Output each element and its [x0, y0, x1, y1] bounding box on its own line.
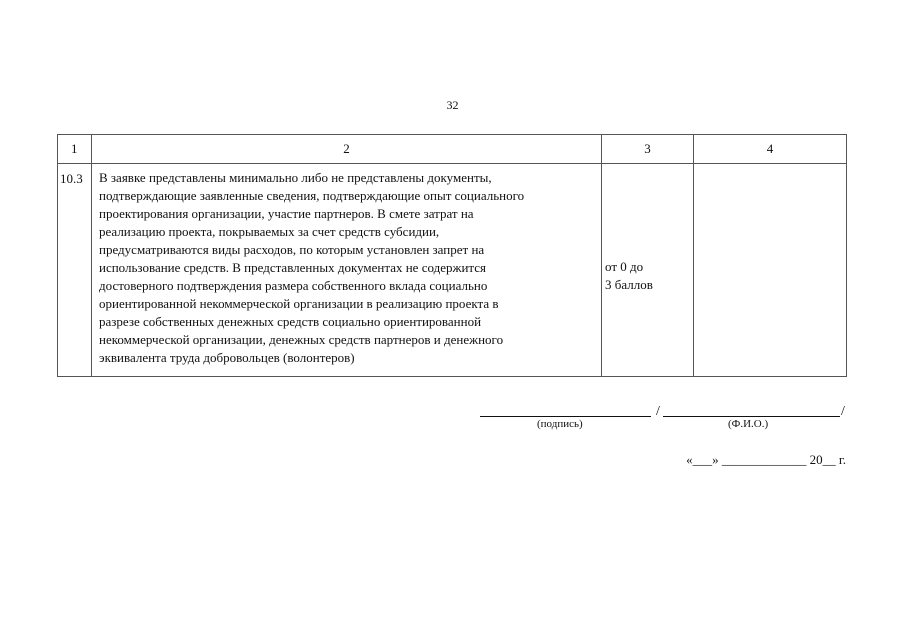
- date-line: «___» _____________ 20__ г.: [686, 452, 846, 467]
- criteria-table: [57, 134, 847, 377]
- column-header: 1: [58, 135, 92, 164]
- signature-labels: [480, 418, 846, 434]
- page-number: 32: [446, 98, 459, 112]
- description-line: реализацию проекта, покрываемых за счет средств субсидии,: [99, 224, 440, 239]
- separator-slash: /: [841, 404, 845, 419]
- criterion-description: [92, 164, 602, 377]
- separator-slash: /: [656, 404, 660, 419]
- description-line: использование средств. В представленных документах не содержится: [99, 260, 486, 275]
- score-line: 3 баллов: [605, 277, 653, 292]
- description-line: проектирования организации, участие партнеров. В смете затрат на: [99, 206, 474, 221]
- table-row: [58, 164, 847, 377]
- description-line: разрезе собственных денежных средств социально ориентированной: [99, 314, 482, 329]
- description-line: В заявке представлены минимально либо не представлены документы,: [99, 170, 492, 185]
- description-line: подтверждающие заявленные сведения, подтверждающие опыт социального: [99, 188, 525, 203]
- score-range: [602, 164, 694, 377]
- description-line: достоверного подтверждения размера собственного вклада социально: [99, 278, 488, 293]
- name-blank: [663, 416, 840, 417]
- column-header: 3: [602, 135, 694, 164]
- description-line: эквивалента труда добровольцев (волонтеров): [99, 350, 355, 365]
- description-line: некоммерческой организации, денежных средств партнеров и денежного: [99, 332, 504, 347]
- name-caption: (Ф.И.О.): [728, 418, 769, 430]
- column-header: 2: [92, 135, 602, 164]
- signature-blank: [480, 416, 651, 417]
- description-line: ориентированной некоммерческой организации в реализацию проекта в: [99, 296, 499, 311]
- score-line: от 0 до: [605, 259, 644, 274]
- description-line: предусматриваются виды расходов, по которым установлен запрет на: [99, 242, 485, 257]
- signature-line: [480, 402, 846, 418]
- row-number: 10.3: [58, 164, 92, 377]
- signature-caption: (подпись): [537, 418, 583, 430]
- empty-cell: [694, 164, 847, 377]
- table-header-row: [58, 135, 847, 164]
- column-header: 4: [694, 135, 847, 164]
